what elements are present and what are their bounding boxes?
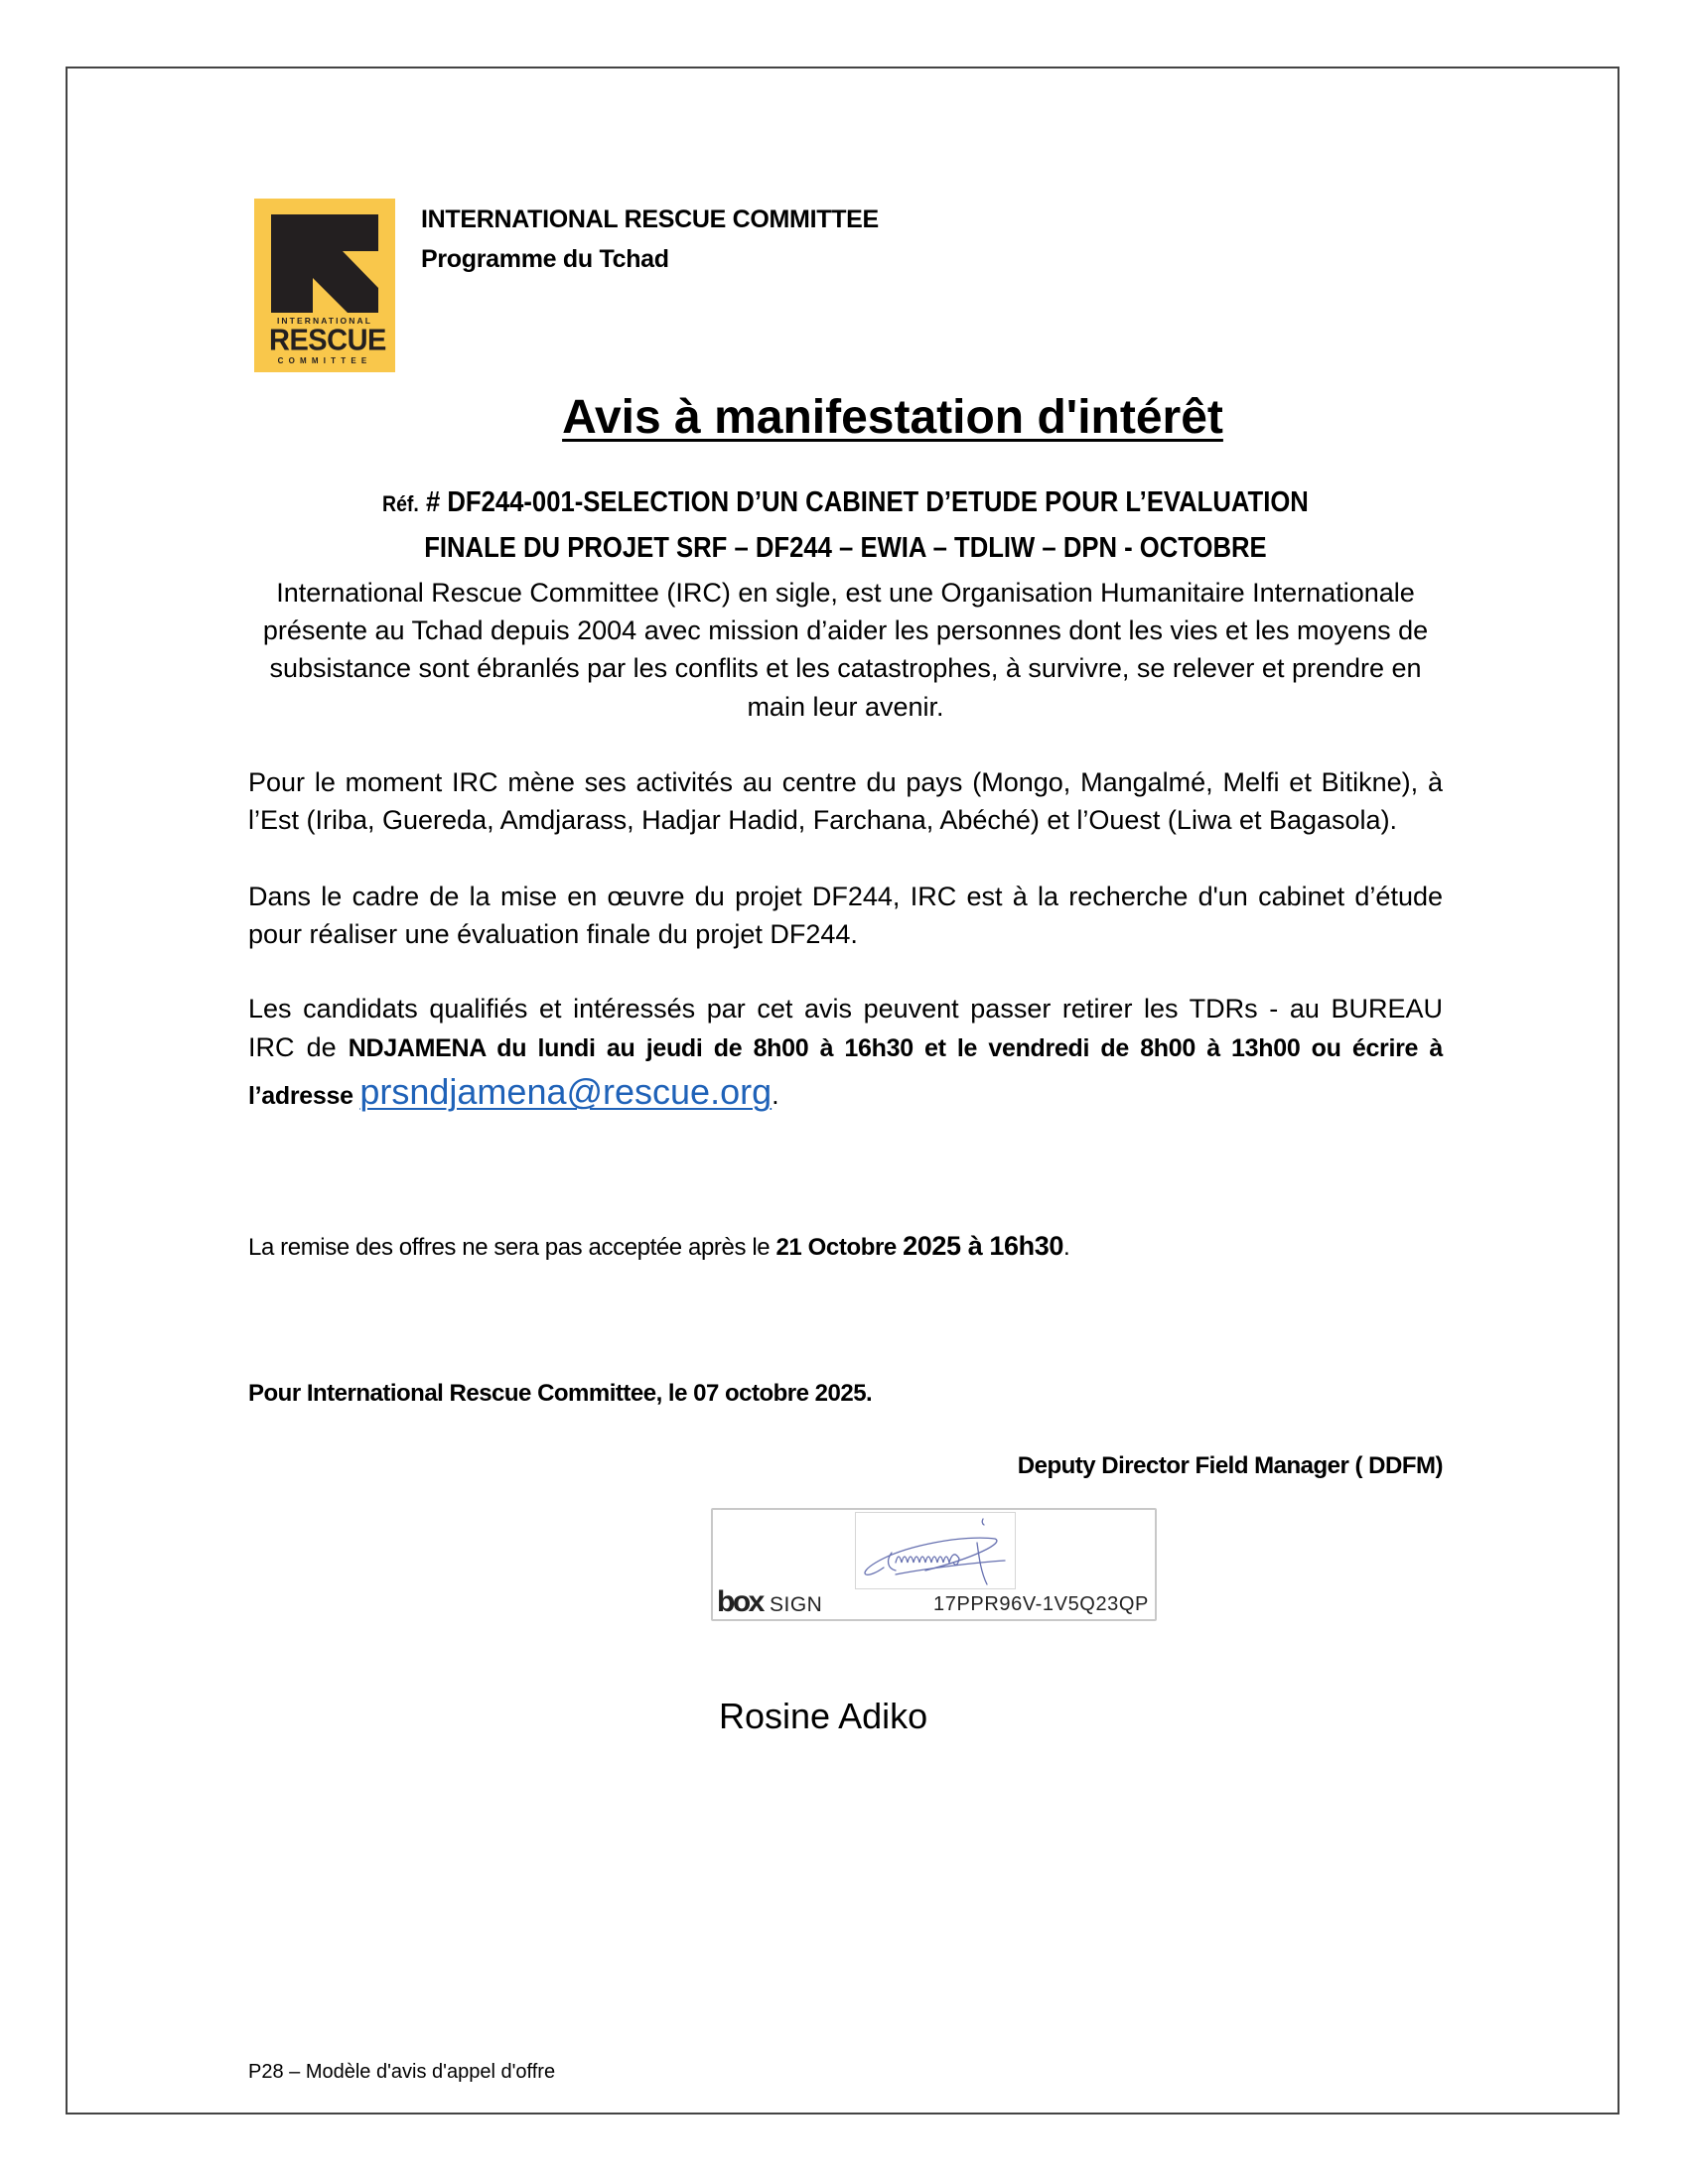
box-sign-signature: [711, 1508, 1157, 1621]
logo-text-committee: COMMITTEE: [277, 356, 372, 365]
signer-name: Rosine Adiko: [719, 1696, 928, 1736]
signature-id: 17PPR96V-1V5Q23QP: [933, 1593, 1149, 1615]
logo-text-rescue: RESCUE: [269, 324, 386, 357]
reference-text-1: # DF244-001-SELECTION D’UN CABINET D’ETUDE POUR L’EVALUATION: [425, 486, 1309, 518]
context-line: pour réaliser une évaluation finale du projet DF244.: [248, 919, 858, 949]
reference-text-2: FINALE DU PROJET SRF – DF244 – EWIA – TDLIW – DPN - OCTOBRE: [424, 532, 1267, 564]
page-footer: P28 – Modèle d'avis d'appel d'offre: [248, 2061, 556, 2083]
logo-text-international: INTERNATIONAL: [276, 316, 373, 326]
locations-line: l’Est (Iriba, Guereda, Amdjarass, Hadjar Hadid, Farchana, Abéché) et l’Ouest (Liwa et Bagasola).: [248, 805, 1398, 835]
intro-line: main leur avenir.: [747, 692, 944, 722]
candidates-line: [248, 1030, 1443, 1064]
reference-prefix: Réf.: [382, 491, 419, 516]
deadline-date: 21 Octobre: [775, 1234, 904, 1261]
candidates-line: Les candidats qualifiés et intéressés par cet avis peuvent passer retirer les TDRs - au BUREAU: [248, 994, 1443, 1024]
context-line: Dans le cadre de la mise en œuvre du projet DF244, IRC est à la recherche d'un cabinet d’étude: [248, 882, 1443, 911]
intro-line: présente au Tchad depuis 2004 avec mission d’aider les personnes dont les vies et les moyens de: [262, 615, 1429, 645]
org-subtitle: Programme du Tchad: [421, 245, 669, 273]
candidates-office-prefix: IRC de: [248, 1032, 349, 1062]
candidates-line: [248, 1070, 779, 1114]
page-title: [0, 390, 1688, 445]
email-period: .: [772, 1080, 779, 1110]
deadline-text: La remise des offres ne sera pas acceptée après le: [248, 1234, 776, 1261]
signatory-title: Deputy Director Field Manager ( DDFM): [1017, 1452, 1443, 1479]
signature-image: [855, 1512, 1016, 1589]
candidates-office-hours: NDJAMENA du lundi au jeudi de 8h00 à 16h30 et le vendredi de 8h00 à 13h00 ou écrire à: [348, 1034, 1443, 1062]
email-label: l’adresse: [248, 1082, 360, 1110]
box-sign-label: SIGN: [770, 1593, 823, 1616]
intro-line: subsistance sont ébranlés par les conflits et les catastrophes, à survivre, se relever et prendre en: [269, 653, 1422, 683]
reference-line-2: [317, 532, 1374, 565]
locations-line: Pour le moment IRC mène ses activités au centre du pays (Mongo, Mangalmé, Melfi et Bitikne), à: [248, 767, 1443, 797]
email-link[interactable]: prsndjamena@rescue.org: [359, 1071, 773, 1112]
box-logo: box: [717, 1585, 763, 1618]
handwritten-signature-icon: [856, 1513, 1015, 1588]
irc-logo: [254, 199, 395, 372]
page-title-text: Avis à manifestation d'intérêt: [562, 391, 1223, 444]
deadline-end: .: [1062, 1234, 1070, 1261]
closing-statement: Pour International Rescue Committee, le 07 octobre 2025.: [248, 1380, 873, 1407]
deadline-statement: [248, 1231, 1069, 1262]
org-name: INTERNATIONAL RESCUE COMMITTEE: [421, 205, 879, 233]
deadline-time: 2025 à 16h30: [903, 1231, 1063, 1261]
intro-line: International Rescue Committee (IRC) en sigle, est une Organisation Humanitaire Internationale: [276, 578, 1415, 608]
reference-line-1: [317, 486, 1374, 519]
